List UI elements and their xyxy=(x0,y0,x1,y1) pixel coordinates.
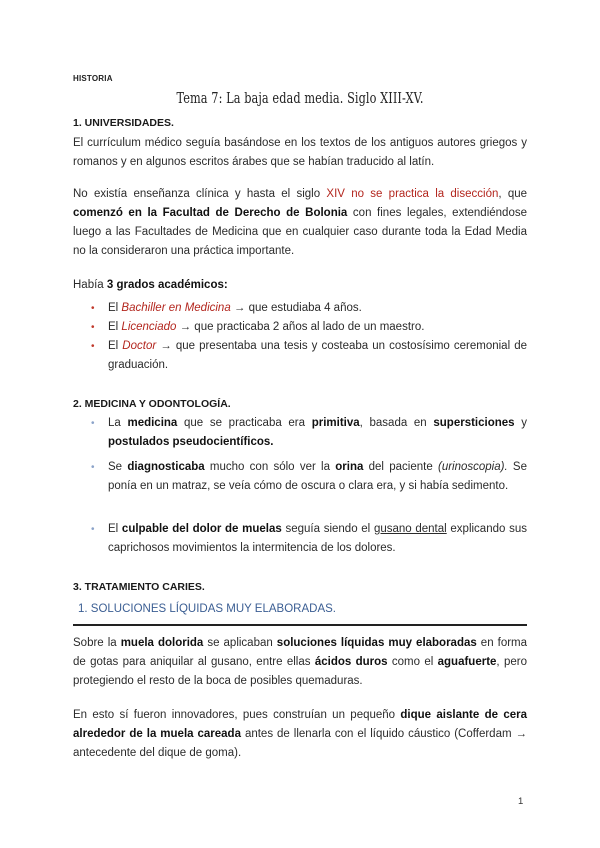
list-item: La medicina que se practicaba era primitiva, basada en supersticiones y postulados pseudocientíficos. xyxy=(108,417,527,448)
section-heading-universidades: 1. UNIVERSIDADES. xyxy=(73,117,174,129)
paragraph-grados: Había 3 grados académicos: xyxy=(73,279,228,291)
list-item: El Bachiller en Medicina → que estudiaba 4 años. xyxy=(108,302,362,314)
list-item: El culpable del dolor de muelas seguía siendo el gusano dental explicando sus caprichosos movimientos la intermitencia de los dolores. xyxy=(108,523,527,554)
bullet-icon: • xyxy=(91,341,95,352)
paragraph-diseccion: No existía enseñanza clínica y hasta el siglo XIV no se practica la disección, que comenzó en la Facultad de Derecho de Bolonia con fines legales, extendiéndose luego a las Facultades de Medicina que en cualquier caso durante toda la Edad Media no la consideraron una práctica importante. xyxy=(73,188,528,257)
section-heading-tratamiento: 3. TRATAMIENTO CARIES. xyxy=(73,581,205,593)
paragraph-soluciones: Sobre la muela dolorida se aplicaban soluciones líquidas muy elaboradas en forma de gotas para aniquilar al gusano, entre ellas ácidos duros como el aguafuerte, pero protegiendo el resto de la boca de posibles quemaduras. xyxy=(73,637,528,687)
bullet-icon: • xyxy=(91,322,95,333)
bullet-icon: • xyxy=(91,418,95,429)
list-item: El Licenciado → que practicaba 2 años al lado de un maestro. xyxy=(108,321,425,333)
bullet-icon: • xyxy=(91,462,95,473)
paragraph-curriculum: El currículum médico seguía basándose en los textos de los antiguos autores griegos y romanos y en algunos escritos árabes que se habían traducido al latín. xyxy=(73,137,527,168)
bullet-icon: • xyxy=(91,524,95,535)
subsection-heading: 1. SOLUCIONES LÍQUIDAS MUY ELABORADAS. xyxy=(78,603,336,615)
page-header: HISTORIA xyxy=(73,74,113,83)
heading-rule xyxy=(73,624,527,626)
paragraph-dique: En esto sí fueron innovadores, pues construían un pequeño dique aislante de cera alrededor de la muela careada antes de llenarla con el líquido cáustico (Cofferdam → antecedente del dique de goma). xyxy=(73,709,527,759)
page-number: 1 xyxy=(518,796,524,807)
list-item: Se diagnosticaba mucho con sólo ver la orina del paciente (urinoscopia). Se ponía en un matraz, se veía cómo de oscura o clara era, y si había sedimento. xyxy=(108,461,527,492)
section-heading-medicina: 2. MEDICINA Y ODONTOLOGÍA. xyxy=(73,398,231,410)
list-item: El Doctor → que presentaba una tesis y costeaba un costosísimo ceremonial de graduación. xyxy=(108,340,527,371)
bullet-icon: • xyxy=(91,303,95,314)
page-title: Tema 7: La baja edad media. Siglo XIII-XV. xyxy=(176,91,424,107)
